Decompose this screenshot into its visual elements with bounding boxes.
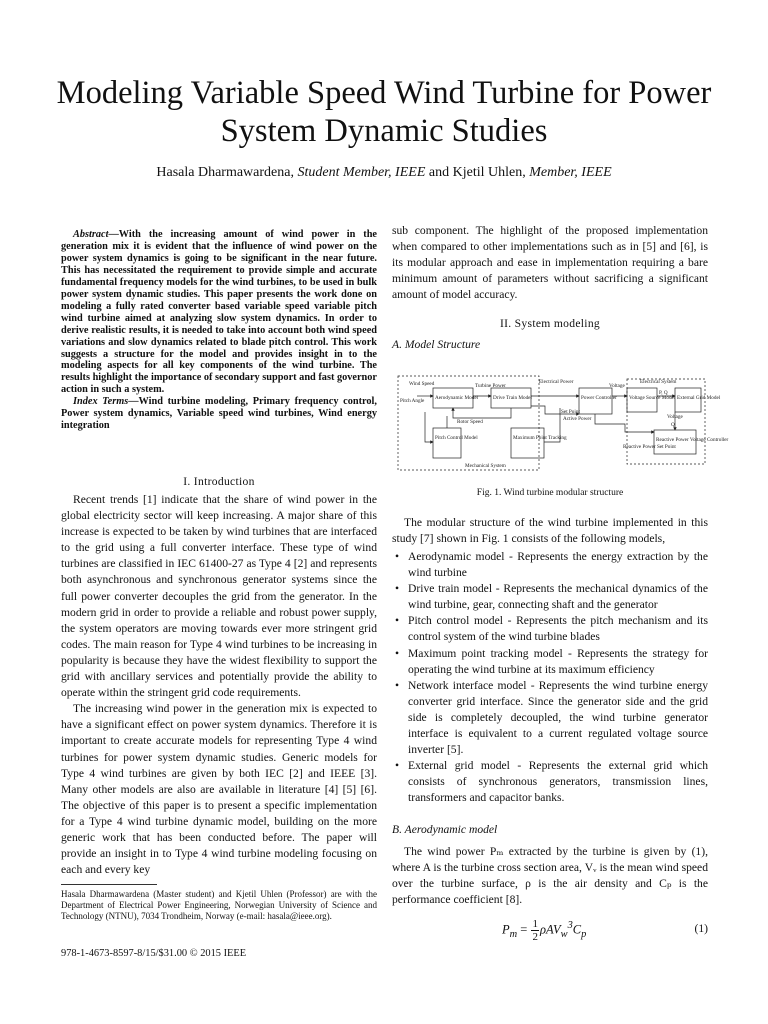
fig-label-voltage-2: Voltage	[667, 414, 683, 420]
eq-lhs: P	[502, 922, 510, 937]
fig-label-set-point: Set Point	[561, 409, 580, 415]
fig-label-mech-system: Mechanical System	[465, 463, 506, 469]
abstract-text: —With the increasing amount of wind power in the generation mix it is evident that the influence of wind power on the power system dynamics is going to be significant in the near future. This has necessitated the requirement to provide simple and accurate fundamental frequency models for the wind turbines, to be used in bulk power system dynamic studies. This paper presents the work done on modeling a fully rated converter based variable speed variable pitch wind turbine aimed at analyzing slow system dynamics. In order to derive realistic results, it is needed to take into account both wind speed variations and slow dynamics related to blade pitch control. This work suggests a structure for the model and provides insight in to the modeling aspects for all key components of the wind turbine. The results highlight the importance of secondary support and fast governor action in such a system.	[61, 229, 377, 396]
equation-number: (1)	[694, 922, 708, 935]
eq-fraction	[531, 918, 539, 943]
fig-label-reactive-sp: Reactive Power Set Point	[623, 444, 676, 450]
eq-rhs-sup: 3	[567, 920, 573, 932]
aero-body	[392, 844, 708, 908]
footnote-rule	[61, 884, 157, 885]
list-item: • Pitch control model - Represents the pitch mechanism and its control system of the wind turbine blades	[392, 613, 708, 645]
modular-intro	[392, 515, 708, 547]
fig-label-power-ctrl: Power Controller	[581, 395, 617, 401]
subsection-b-heading: B. Aerodynamic model	[392, 823, 498, 836]
abstract	[61, 229, 377, 432]
fig-label-q: Q	[671, 422, 675, 428]
fig-label-pitch: Pitch Control Model	[435, 435, 478, 441]
modular-paragraph: The modular structure of the wind turbine implemented in this study [7] shown in Fig. 1 consists of the following models,	[392, 516, 708, 546]
eq-lhs-sub: m	[509, 928, 518, 940]
subsection-a-heading: A. Model Structure	[392, 338, 481, 351]
footnote: Hasala Dharmawardena (Master student) and Kjetil Uhlen (Professor) are with the Department of Electrical Power Engineering, Norwegian University of Science and Technology (NTNU), 7034 Trondheim, Norway (e-mail: hasala@ieee.org).	[61, 889, 377, 921]
list-item: • External grid model - Represents the external grid which consists of synchronous generators, transmission lines, transformers and capacitor banks.	[392, 758, 708, 806]
eq-frac-bottom: 2	[532, 931, 538, 943]
list-item: • Network interface model - Represents the wind turbine energy converter grid interface. Since the generator side and the grid side is completely decoupled, the wind turbine generator interface is equivalent to a current regulated voltage source inverter [5].	[392, 678, 708, 758]
fig-label-wind-speed: Wind Speed	[409, 381, 435, 387]
fig-label-drive: Drive Train Model	[493, 395, 532, 401]
fig-label-voltage: Voltage	[609, 383, 625, 389]
fig-label-active-power: Active Power	[563, 416, 592, 422]
author-1: Hasala Dharmawardena,	[156, 165, 294, 180]
intro-paragraph-2: The increasing wind power in the generation mix is expected to have a significant effect on power system dynamics. Therefore it is important to create accurate models for representing Type 4 wind turbines for power system dynamic studies. Generic models for Type 4 wind turbines are given by both IEC [2] and IEEE [3]. Many other models are also are available in literature [4] [5] [6]. The objective of this paper is to present a specific implementation for a Type 4 wind turbine dynamic model, building on the more generic work that has been conducted before. The paper will provide an insight in to Type 4 wind turbine modeling focusing on each and every key	[61, 702, 377, 877]
fig-label-rotor-speed: Rotor Speed	[457, 419, 483, 425]
author-1-role: Student Member, IEEE	[297, 165, 426, 180]
eq-rhs2: C	[572, 922, 582, 937]
eq-rhs-sub: w	[560, 928, 568, 940]
index-terms-lead: Index Terms	[73, 396, 129, 408]
list-item: • Aerodynamic model - Represents the energy extraction by the wind turbine	[392, 549, 708, 581]
author-line	[40, 165, 728, 181]
index-terms-text: —Wind turbine modeling, Primary frequency control, Power system dynamics, Variable speed wind turbines, Wind energy integration	[61, 396, 377, 432]
fig-label-electrical-system: Electrical System	[640, 379, 677, 385]
fig-label-pitch-angle: Pitch Angle	[400, 398, 425, 404]
fig-label-pq: P, Q	[659, 390, 668, 396]
section-2-heading: II. System modeling	[499, 317, 601, 330]
figure-1-caption: Fig. 1. Wind turbine modular structure	[476, 488, 624, 498]
aero-paragraph: The wind power Pₘ extracted by the turbine is given by (1), where A is the turbine cross section area, Vᵥ is the mean wind speed over the turbine surface, ρ is the air density and Cₚ is the performance coefficient [8].	[392, 845, 708, 907]
model-list	[392, 549, 708, 807]
right-continuation: sub component. The highlight of the proposed implementation when compared to other implementations such as in [5] and [6], is its modular approach and ease in implementation requiring a bare minimum amount of parameters without sacrificing a significant amount of model accuracy.	[392, 224, 708, 302]
intro-paragraph-1: Recent trends [1] indicate that the share of wind power in the global electricity sector will keep increasing. A major share of this increase is expected to be taken by wind turbines that are interfaced to the grid using a full converter interface. These type of wind turbines are classified in IEC 61400-27 as Type 4 [2] and represents both asynchronous and synchronous generator systems since the full power converter decouples the grid from the generator. In the modern grid in order to provide a reliable and robust power supply, the system operators are moving towards ever more stringent grid codes. The main reason for Type 4 wind turbines to be increasing in popularity is because they have the widest flexibility to support the grid with ancillary services and potentially provide the ability to operate within the stringent grid code requirements.	[61, 493, 377, 700]
fig-label-ext-grid: External Grid Model	[677, 395, 721, 401]
eq-rhs: ρAV	[539, 922, 561, 937]
paper-title: Modeling Variable Speed Wind Turbine for Power System Dynamic Studies	[56, 75, 712, 149]
list-item: • Maximum point tracking model - Represents the strategy for operating the wind turbine at its maximum efficiency	[392, 646, 708, 678]
abstract-lead: Abstract	[73, 229, 109, 240]
equation-expression: $P_m$ = $\frac{1}{2}$ $\rho AV_w^3C_p$	[502, 918, 587, 943]
intro-body	[61, 492, 377, 878]
fig-label-mppt: Maximum Point Tracking	[513, 435, 567, 441]
figure-1-diagram	[395, 372, 729, 472]
author-2-role: Member, IEEE	[529, 165, 612, 180]
fig-label-reactive-ctrl: Reactive Power Voltage Controller	[656, 437, 729, 443]
list-item: • Drive train model - Represents the mechanical dynamics of the wind turbine, gear, connecting shaft and the generator	[392, 581, 708, 613]
fig-label-turbine-power: Turbine Power	[475, 383, 506, 389]
fig-label-vsource: Voltage Source Model	[629, 395, 676, 401]
copyright: 978-1-4673-8597-8/15/$31.00 © 2015 IEEE	[61, 948, 247, 959]
fig-label-electrical-power: Electrical Power	[539, 379, 574, 385]
section-1-heading: I. Introduction	[183, 475, 255, 488]
eq-rhs2-sub: p	[581, 928, 587, 940]
fig-label-aero: Aerodynamic Model	[435, 395, 479, 401]
author-2: and Kjetil Uhlen,	[428, 165, 526, 180]
eq-frac-top: 1	[532, 918, 538, 930]
